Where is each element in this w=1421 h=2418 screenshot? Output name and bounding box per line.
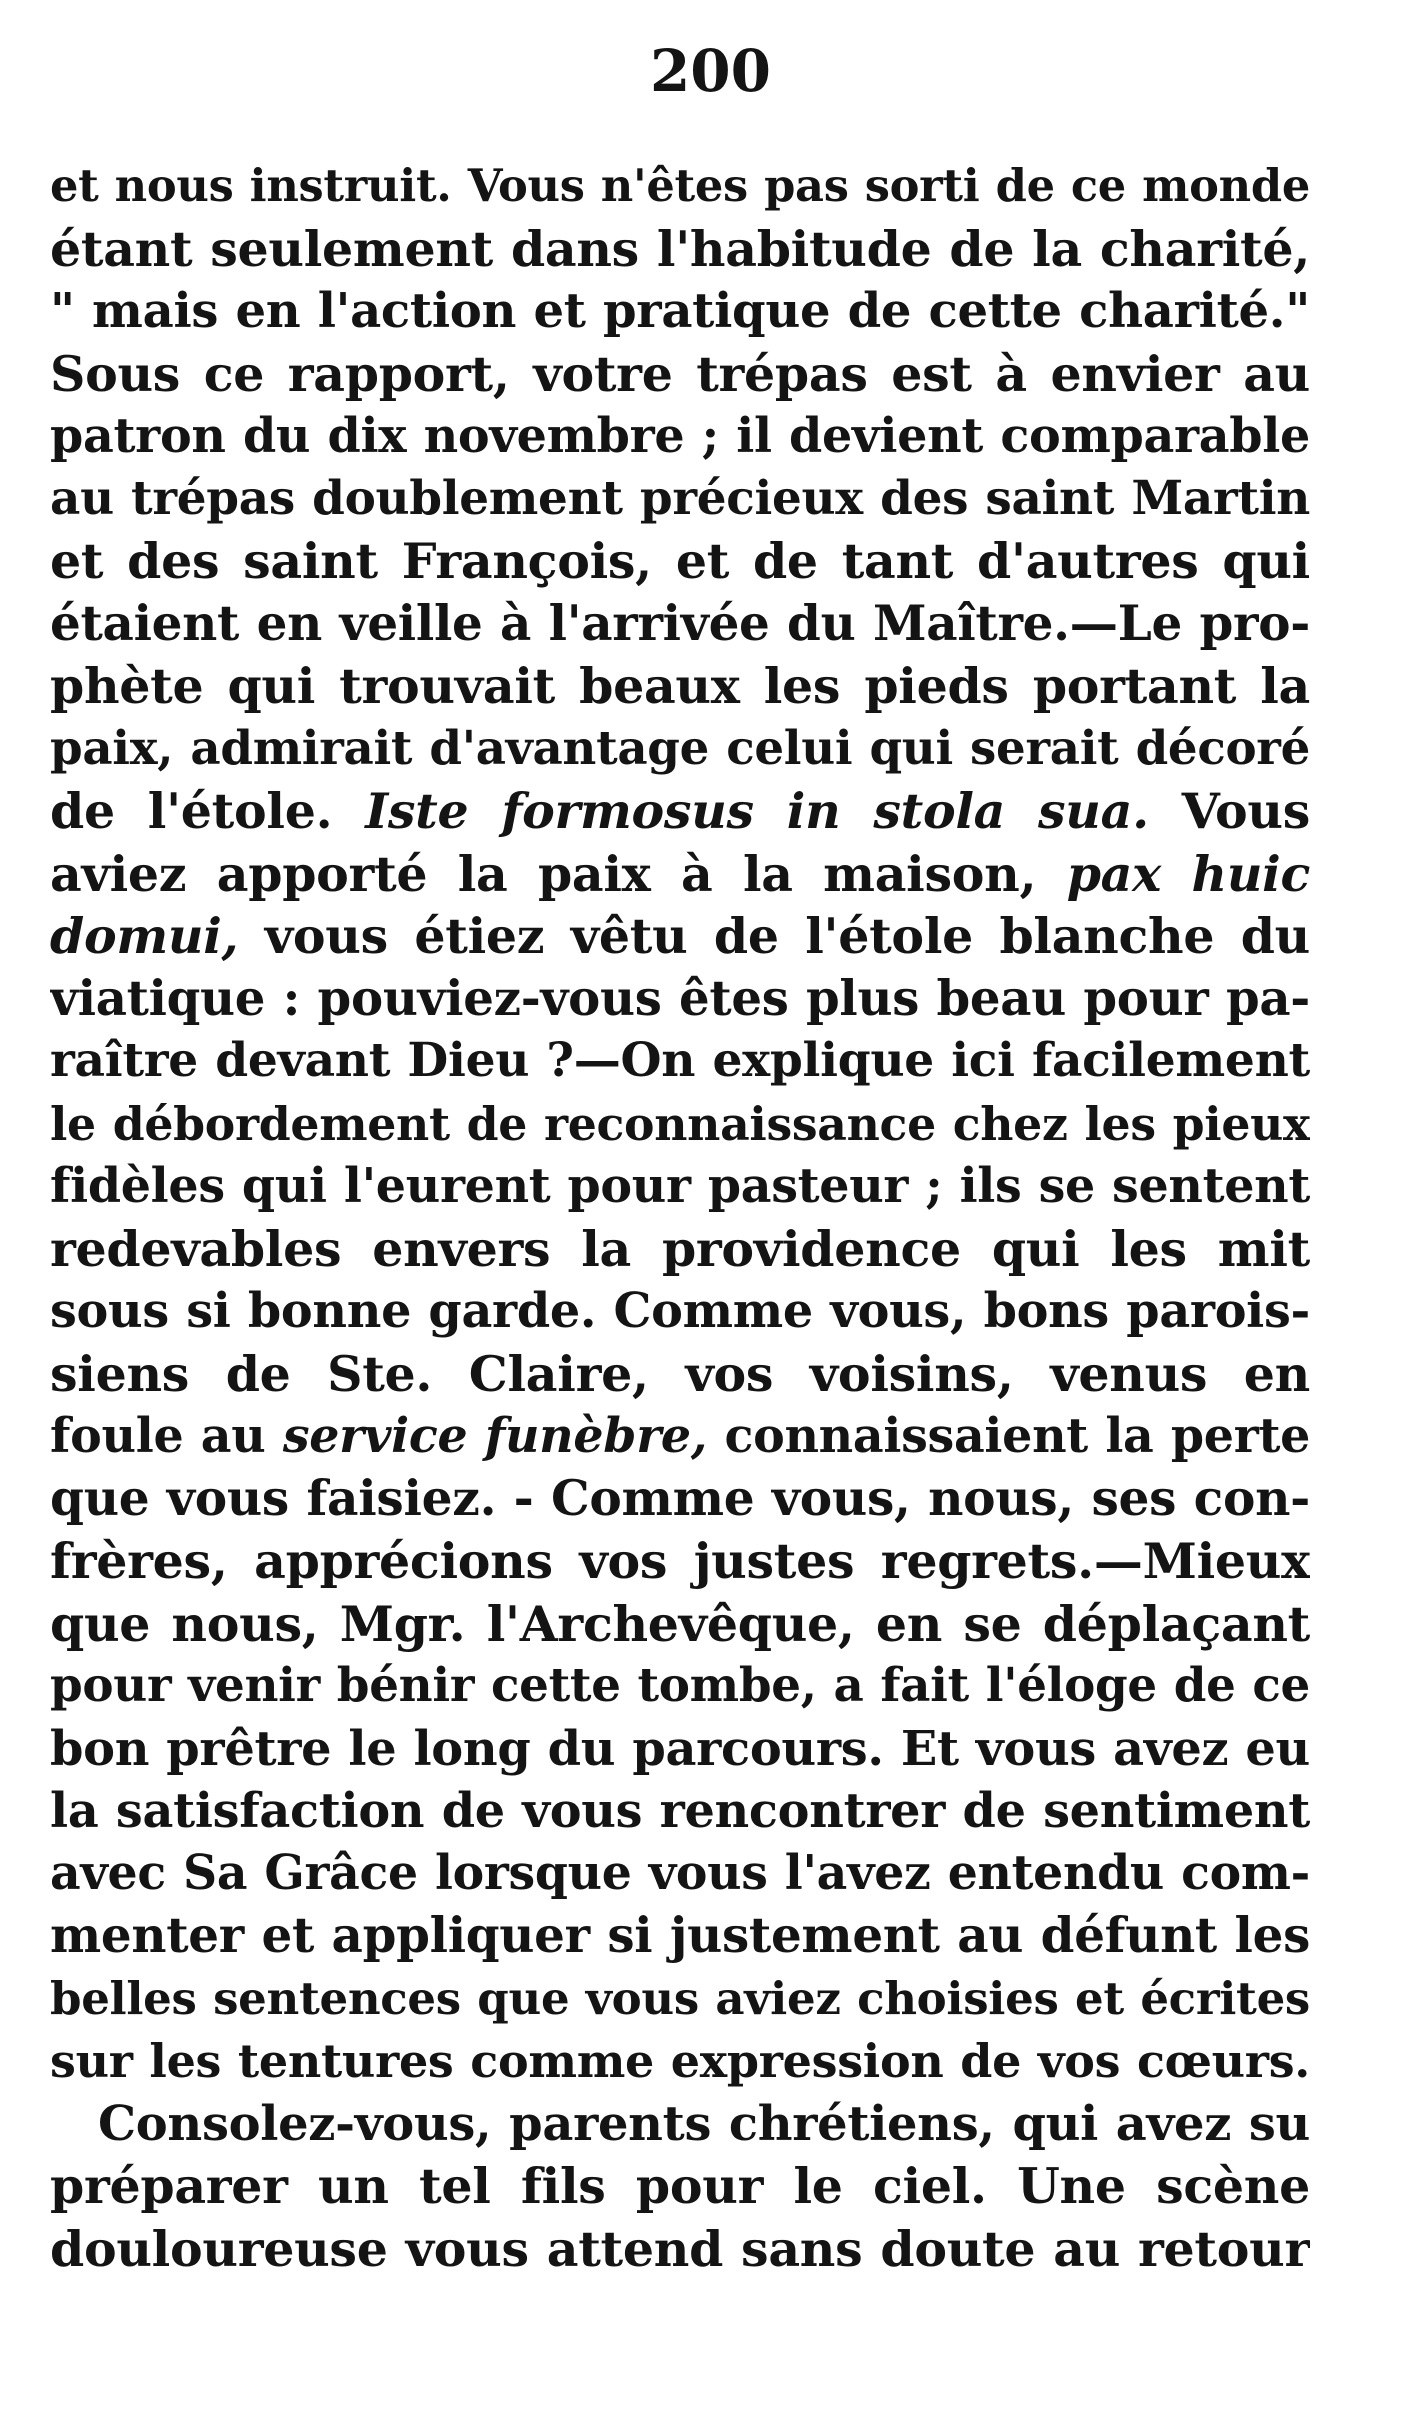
text-run: viatique : pouviez-vous êtes plus beau pour pa- [50,970,1310,1027]
text-line [50,1593,1310,1656]
text-run: belles sentences que vous aviez choisies et écrites [50,1971,1310,2025]
text-line [50,1843,1310,1906]
text-run: étaient en veille à l'arrivée du Maître.—Le pro- [50,595,1310,652]
text-line [50,155,1310,218]
text-line [50,1718,1310,1781]
text-line [50,780,1310,843]
text-run: paix, admirait d'avantage celui qui serait décoré [50,720,1310,776]
text-run: " mais en l'action et pratique de cette charité." [50,283,1310,339]
text-run: et nous instruit. Vous n'êtes pas sorti de ce monde [50,159,1310,212]
text-run: phète qui trouvait beaux les pieds portant la [50,657,1310,715]
text-line [50,1468,1310,1531]
italic-text-run: pax huic [1066,844,1310,903]
text-run: au trépas doublement précieux des saint Martin [50,470,1310,526]
text-run: la satisfaction de vous rencontrer de sentiment [50,1783,1310,1839]
text-line [50,343,1310,406]
text-run: que vous faisiez. - Comme vous, nous, ses con- [50,1469,1310,1527]
text-run: et des saint François, et de tant d'autres qui [50,532,1310,590]
text-line [50,655,1310,718]
text-run: Sous ce rapport, votre trépas est à envier au [50,344,1310,403]
text-line [50,405,1310,468]
text-line [50,2030,1310,2093]
italic-text-run: domui, [50,907,239,965]
text-line [50,1155,1310,1218]
text-line [50,2093,1310,2156]
text-run: raître devant Dieu ?—On explique ici facilement [50,1033,1310,1088]
text-run: sur les tentures comme expression de vos cœurs. [50,2034,1310,2088]
body-text [50,155,1310,2280]
text-line [50,1655,1310,1718]
text-line [50,1343,1310,1406]
text-line [50,280,1310,343]
text-run: sous si bonne garde. Comme vous, bons parois- [50,1283,1310,1339]
text-run: le débordement de reconnaissance chez les pieux [50,1096,1310,1151]
text-line [50,1218,1310,1281]
italic-text-run: service funèbre, [282,1408,708,1464]
text-line [50,2155,1310,2218]
text-line [50,468,1310,531]
text-line [50,2218,1310,2281]
text-run: aviez apporté la paix à la maison, [50,844,1067,903]
text-run: avec Sa Grâce lorsque vous l'avez entendu com- [50,1845,1310,1901]
text-line [50,218,1310,281]
text-run: préparer un tel fils pour le ciel. Une scène [50,2157,1310,2215]
text-line [50,530,1310,593]
text-line [50,1405,1310,1468]
text-line [50,718,1310,781]
italic-text-run: Iste formosus in stola sua. [365,782,1149,840]
text-line [50,593,1310,656]
text-line [50,1530,1310,1593]
text-run: pour venir bénir cette tombe, a fait l'éloge de ce [50,1658,1310,1713]
text-line [50,1905,1310,1968]
text-run: patron du dix novembre ; il devient comparable [50,408,1310,464]
text-line [50,843,1310,906]
text-run: foule au [50,1408,283,1464]
text-line [50,968,1310,1031]
text-run: que nous, Mgr. l'Archevêque, en se déplaçant [50,1594,1310,1653]
text-line [50,1780,1310,1843]
text-run: Vous [1148,782,1310,840]
text-line [50,1280,1310,1343]
text-line [50,905,1310,968]
text-run: de l'étole. [50,782,366,840]
text-run: menter et appliquer si justement au défunt les [50,1908,1310,1964]
text-run: bon prêtre le long du parcours. Et vous avez eu [50,1720,1310,1777]
text-run: vous étiez vêtu de l'étole blanche du [238,907,1310,965]
page-number: 200 [649,37,772,105]
text-run: douloureuse vous attend sans doute au retour [50,2219,1310,2278]
text-run: redevables envers la providence qui les mit [50,1219,1310,1278]
text-line [50,1093,1310,1156]
text-line [50,1968,1310,2031]
text-run: frères, apprécions vos justes regrets.—Mieux [50,1532,1310,1590]
text-run: fidèles qui l'eurent pour pasteur ; ils se sentent [50,1158,1310,1214]
text-run: Consolez-vous, parents chrétiens, qui avez su [98,2095,1310,2152]
text-run: siens de Ste. Claire, vos voisins, venus en [50,1344,1310,1403]
text-run: étant seulement dans l'habitude de la charité, [50,219,1310,278]
text-run: connaissaient la perte [707,1408,1310,1464]
text-line [50,1030,1310,1093]
